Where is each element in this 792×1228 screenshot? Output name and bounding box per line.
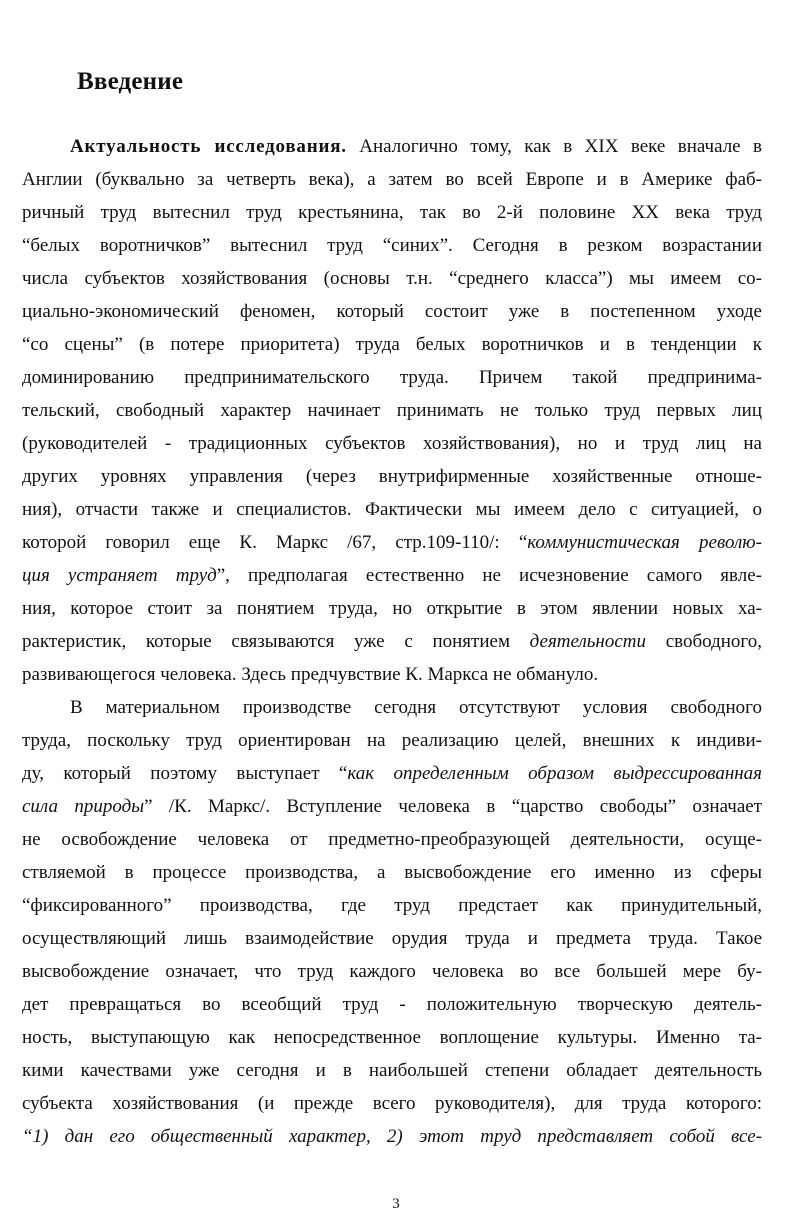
paragraph-1-line-9: тельский, свободный характер начинает принимать не только труд первых лиц — [22, 400, 762, 421]
paragraph-1-line-12: ния), отчасти также и специалистов. Фактически мы имеем дело с ситуацией, о — [22, 499, 762, 520]
paragraph-2-line-3: ду, который поэтому выступает “как определенным образом выдрессированная — [22, 763, 763, 784]
paragraph-2-line-9: высвобождение означает, что труд каждого человека во все большей мере бу- — [22, 961, 762, 982]
paragraph-1-line-7: “со сцены” (в потере приоритета) труда белых воротничков и в тенденции к — [22, 334, 762, 355]
italic-quote: коммунистическая револю- — [527, 532, 762, 553]
paragraph-2-line-14: “1) дан его общественный характер, 2) этот труд представляет собой все- — [22, 1126, 762, 1147]
paragraph-1-line-11: других уровнях управления (через внутрифирменные хозяйственные отноше- — [22, 466, 762, 487]
paragraph-1-line-14: ция устраняет труд”, предполагая естественно не исчезновение самого явле- — [22, 565, 762, 586]
italic-quote: как определенным образом выдрессированная — [347, 763, 763, 784]
paragraph-2-line-2: труда, поскольку труд ориентирован на реализацию целей, внешних к индиви- — [22, 730, 762, 751]
paragraph-1-line-4: “белых воротничков” вытеснил труд “синих”. Сегодня в резком возрастании — [22, 235, 762, 256]
paragraph-2-line-4: сила природы” /К. Маркс/. Вступление человека в “царство свободы” означает — [22, 796, 762, 817]
paragraph-2-line-13: субъекта хозяйствования (и прежде всего руководителя), для труда которого: — [22, 1093, 762, 1114]
section-lead-bold: Актуальность исследования. — [70, 136, 347, 157]
paragraph-1-line-16: рактеристик, которые связываются уже с понятием деятельности свободного, — [22, 631, 762, 652]
paragraph-1-line-15: ния, которое стоит за понятием труда, но открытие в этом явлении новых ха- — [22, 598, 762, 619]
paragraph-1-line-10: (руководителей - традиционных субъектов хозяйствования), но и труд лиц на — [22, 433, 762, 454]
paragraph-2-line-1: В материальном производстве сегодня отсутствуют условия свободного — [70, 697, 762, 718]
paragraph-2-line-10: дет превращаться во всеобщий труд - положительную творческую деятель- — [22, 994, 762, 1015]
paragraph-1-line-3: ричный труд вытеснил труд крестьянина, так во 2-й половине XX века труд — [22, 202, 762, 223]
paragraph-1-line-2: Англии (буквально за четверть века), а затем во всей Европе и в Америке фаб- — [22, 169, 762, 190]
paragraph-1-line-1: Актуальность исследования. Аналогично тому, как в XIX веке вначале в — [70, 136, 762, 157]
page-title: Введение — [77, 68, 184, 95]
italic-quote: ция устраняет труд — [22, 565, 217, 586]
page-number: 3 — [392, 1196, 400, 1212]
paragraph-1-line-13: которой говорил еще К. Маркс /67, стр.109-110/: “коммунистическая револю- — [22, 532, 762, 553]
paragraph-1-line-6: циально-экономический феномен, который состоит уже в постепенном уходе — [22, 301, 762, 322]
paragraph-2-line-12: кими качествами уже сегодня и в наибольшей степени обладает деятельность — [22, 1060, 762, 1081]
italic-quote: сила природы — [22, 796, 145, 817]
paragraph-2-line-11: ность, выступающую как непосредственное воплощение культуры. Именно та- — [22, 1027, 762, 1048]
paragraph-2-line-6: ствляемой в процессе производства, а высвобождение его именно из сферы — [22, 862, 762, 883]
paragraph-2-line-7: “фиксированного” производства, где труд предстает как принудительный, — [22, 895, 762, 916]
italic-term: деятельности — [529, 631, 646, 652]
paragraph-2-line-5: не освобождение человека от предметно-преобразующей деятельности, осуще- — [22, 829, 762, 850]
paragraph-1-line-5: числа субъектов хозяйствования (основы т.н. “среднего класса”) мы имеем со- — [22, 268, 762, 289]
paragraph-2-line-8: осуществляющий лишь взаимодействие орудия труда и предмета труда. Такое — [22, 928, 762, 949]
paragraph-1-line-8: доминированию предпринимательского труда. Причем такой предпринима- — [22, 367, 762, 388]
paragraph-1-line-17: развивающегося человека. Здесь предчувствие К. Маркса не обмануло. — [22, 664, 599, 685]
